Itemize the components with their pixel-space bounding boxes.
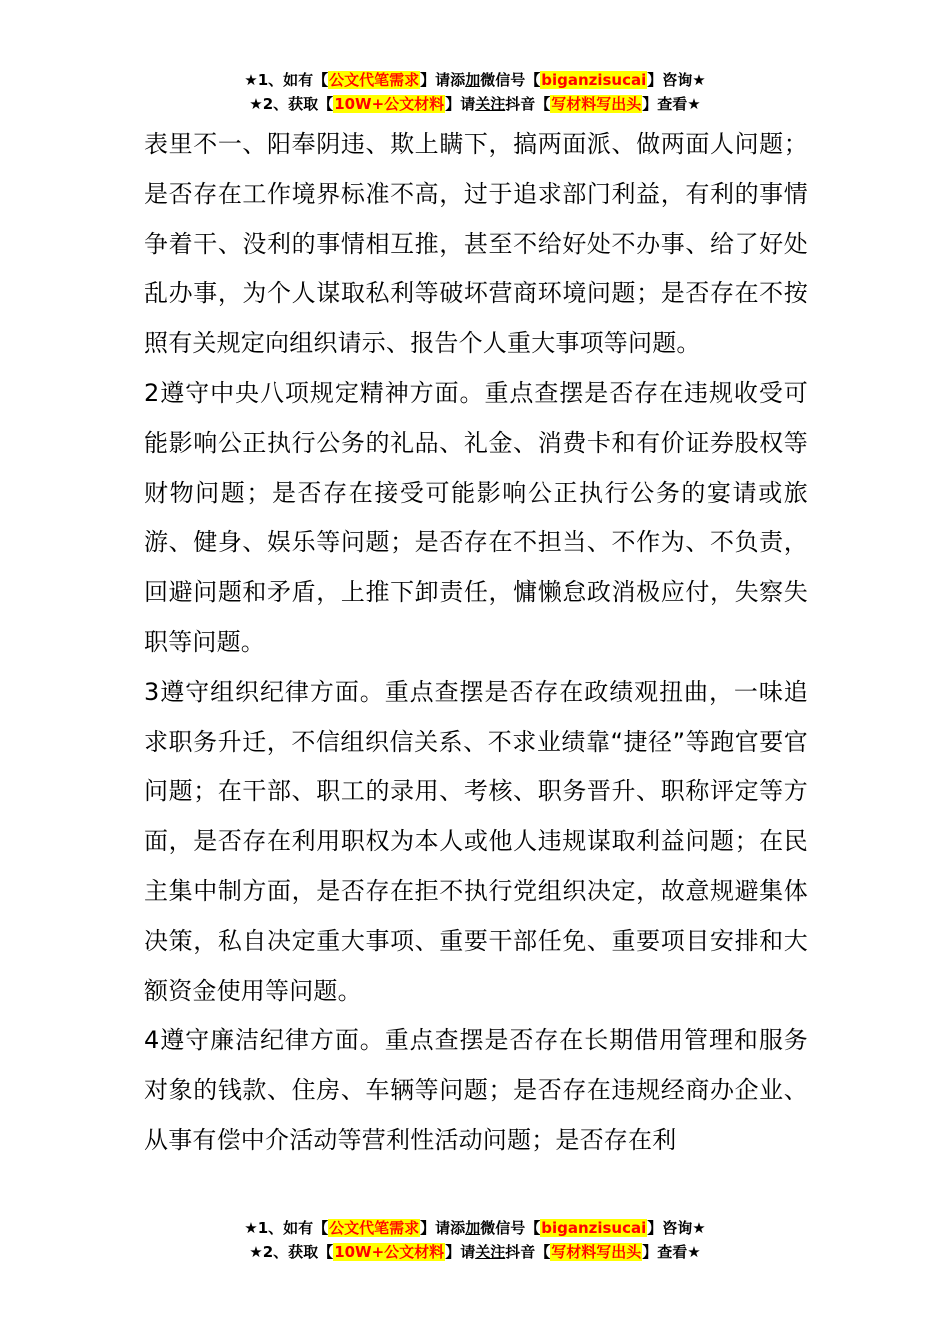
banner-text: 抖音【: [505, 1243, 551, 1261]
banner-text: ★1、如有【: [244, 1219, 329, 1237]
banner-highlight: 10W+公文材料: [334, 95, 445, 113]
banner-line-2: [0, 1240, 950, 1264]
paragraph: 3遵守组织纪律方面。重点查摆是否存在政绩观扭曲，一味追求职务升迁，不信组织信关系、不求业绩靠“捷径”等跑官要官问题；在干部、职工的录用、考核、职务晋升、职称评定等方面，是否存在利用职权为本人或他人违规谋取利益问题；在民主集中制方面，是否存在拒不执行党组织决定，故意规避集体决策，私自决定重大事项、重要干部任免、重要项目安排和大额资金使用等问题。: [144, 677, 808, 1005]
banner-line-1: [0, 1216, 950, 1240]
banner-text: 】咨询★: [647, 1219, 706, 1237]
paragraph: 2遵守中央八项规定精神方面。重点查摆是否存在违规收受可能影响公正执行公务的礼品、礼金、消费卡和有价证券股权等财物问题；是否存在接受可能影响公正执行公务的宴请或旅游、健身、娱乐等问题；是否存在不担当、不作为、不负责，回避问题和矛盾，上推下卸责任，慵懒怠政消极应付，失察失职等问题。: [144, 378, 808, 656]
banner-text: 】请: [445, 1243, 476, 1261]
banner-text: 微信号【: [480, 1219, 541, 1237]
banner-text: ★2、获取【: [249, 95, 334, 113]
banner-text: 微信号【: [480, 71, 541, 89]
banner-highlight: 公文代笔需求: [329, 71, 420, 89]
banner-emphasis: 加: [465, 71, 481, 89]
banner-emphasis: 加: [465, 1219, 481, 1237]
banner-highlight: 写材料写出头: [551, 1243, 642, 1261]
header-banner: [0, 68, 950, 116]
banner-text: ★2、获取【: [249, 1243, 334, 1261]
banner-emphasis: 关注: [475, 1243, 506, 1261]
banner-text: 】查看★: [642, 1243, 701, 1261]
banner-text: 】请: [445, 95, 476, 113]
document-body: [144, 120, 808, 1166]
paragraph: 4遵守廉洁纪律方面。重点查摆是否存在长期借用管理和服务对象的钱款、住房、车辆等问题；是否存在违规经商办企业、从事有偿中介活动等营利性活动问题；是否存在利: [144, 1026, 808, 1154]
footer-banner: [0, 1216, 950, 1264]
banner-highlight: 10W+公文材料: [334, 1243, 445, 1261]
banner-line-1: [0, 68, 950, 92]
banner-highlight: 公文代笔需求: [329, 1219, 420, 1237]
banner-wechat-id: biganzisucai: [541, 71, 647, 89]
banner-emphasis: 关注: [475, 95, 506, 113]
paragraph: 表里不一、阳奉阴违、欺上瞒下，搞两面派、做两面人问题；是否存在工作境界标准不高，过于追求部门利益，有利的事情争着干、没利的事情相互推，甚至不给好处不办事、给了好处乱办事，为个人谋取私利等破坏营商环境问题；是否存在不按照有关规定向组织请示、报告个人重大事项等问题。: [144, 130, 808, 358]
banner-text: ★1、如有【: [244, 71, 329, 89]
banner-text: 】请添: [420, 1219, 466, 1237]
banner-text: 】咨询★: [647, 71, 706, 89]
banner-highlight: 写材料写出头: [551, 95, 642, 113]
banner-wechat-id: biganzisucai: [541, 1219, 647, 1237]
banner-line-2: [0, 92, 950, 116]
banner-text: 】查看★: [642, 95, 701, 113]
banner-text: 抖音【: [505, 95, 551, 113]
banner-text: 】请添: [420, 71, 466, 89]
